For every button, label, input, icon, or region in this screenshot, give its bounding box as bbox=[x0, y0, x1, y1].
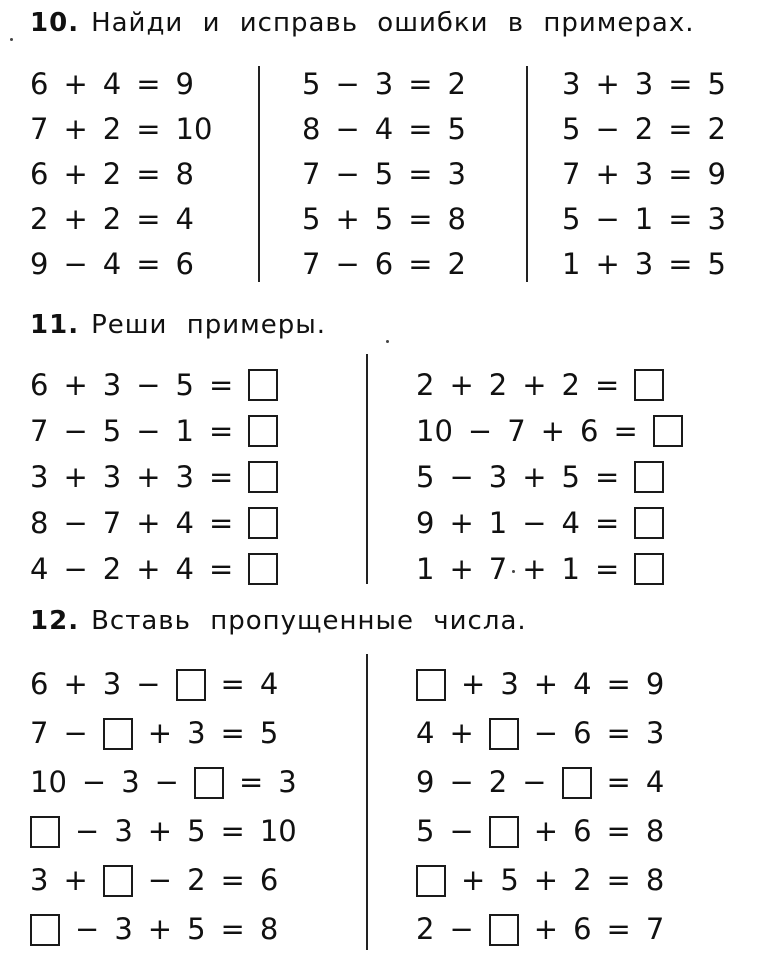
equation-row bbox=[302, 62, 466, 107]
operator-token: + bbox=[540, 413, 565, 448]
number-token: 7 bbox=[102, 505, 122, 540]
operator-token: − bbox=[147, 863, 173, 897]
operator-token: + bbox=[533, 814, 559, 848]
operator-token: + bbox=[461, 863, 486, 897]
equals-sign: = bbox=[408, 202, 433, 236]
operator-token: + bbox=[136, 551, 161, 586]
number-token: 7 bbox=[302, 157, 321, 191]
equals-sign: = bbox=[606, 912, 631, 946]
number-token: 2 bbox=[488, 367, 508, 402]
number-token: 4 bbox=[416, 716, 435, 750]
number-token: 9 bbox=[645, 667, 665, 701]
operator-token: + bbox=[63, 367, 88, 402]
equation-row bbox=[302, 242, 466, 287]
operator-token: − bbox=[522, 505, 547, 540]
operator-token: + bbox=[335, 202, 360, 236]
equation-row bbox=[416, 856, 664, 905]
operator-token: − bbox=[449, 459, 474, 494]
task-10-column-1 bbox=[30, 62, 212, 287]
equals-sign: = bbox=[136, 112, 161, 146]
equals-sign: = bbox=[594, 367, 620, 402]
operator-token: − bbox=[75, 814, 100, 848]
number-token: 5 bbox=[187, 814, 206, 848]
number-token: 2 bbox=[634, 112, 654, 146]
number-token: 3 bbox=[102, 459, 122, 494]
answer-box[interactable] bbox=[30, 914, 60, 946]
number-token: 4 bbox=[374, 112, 394, 146]
number-token: 6 bbox=[30, 367, 49, 402]
number-token: 7 bbox=[507, 413, 526, 448]
number-token: 8 bbox=[259, 912, 279, 946]
number-token: 5 bbox=[302, 67, 321, 101]
equals-sign: = bbox=[606, 863, 631, 897]
equation-row bbox=[30, 408, 278, 454]
equation-row bbox=[416, 454, 683, 500]
operator-token: + bbox=[63, 202, 88, 236]
number-token: 10 bbox=[416, 413, 453, 448]
number-token: 3 bbox=[175, 459, 194, 494]
operator-token: − bbox=[449, 814, 474, 848]
operator-token: − bbox=[335, 157, 360, 191]
answer-box[interactable] bbox=[248, 553, 278, 585]
operator-token: − bbox=[63, 505, 88, 540]
number-token: 3 bbox=[645, 716, 665, 750]
number-token: 4 bbox=[175, 505, 194, 540]
number-token: 3 bbox=[374, 67, 394, 101]
number-token: 3 bbox=[634, 247, 654, 281]
operator-token: + bbox=[522, 459, 547, 494]
number-token: 7 bbox=[645, 912, 665, 946]
operator-token: − bbox=[136, 367, 161, 402]
answer-box[interactable] bbox=[634, 369, 664, 401]
equation-row bbox=[30, 242, 212, 287]
answer-box[interactable] bbox=[176, 669, 206, 701]
answer-box[interactable] bbox=[634, 461, 664, 493]
operator-token: − bbox=[63, 247, 88, 281]
column-divider bbox=[526, 66, 528, 282]
operator-token: − bbox=[63, 716, 88, 750]
number-token: 6 bbox=[573, 814, 592, 848]
answer-box[interactable] bbox=[489, 914, 519, 946]
operator-token: + bbox=[522, 367, 547, 402]
number-token: 3 bbox=[278, 765, 297, 799]
operator-token: + bbox=[595, 157, 620, 191]
operator-token: + bbox=[147, 912, 173, 946]
operator-token: + bbox=[533, 912, 559, 946]
equals-sign: = bbox=[208, 551, 234, 586]
number-token: 7 bbox=[30, 413, 49, 448]
equals-sign: = bbox=[606, 716, 631, 750]
equation-row bbox=[562, 242, 726, 287]
equation-row bbox=[302, 152, 466, 197]
task-12-column-2 bbox=[416, 660, 664, 954]
number-token: 2 bbox=[488, 765, 508, 799]
number-token: 4 bbox=[259, 667, 279, 701]
equation-row bbox=[30, 660, 297, 709]
number-token: 6 bbox=[30, 157, 49, 191]
operator-token: + bbox=[533, 667, 559, 701]
number-token: 5 bbox=[259, 716, 279, 750]
number-token: 2 bbox=[416, 367, 435, 402]
number-token: 6 bbox=[374, 247, 394, 281]
number-token: 7 bbox=[302, 247, 321, 281]
number-token: 9 bbox=[175, 67, 194, 101]
print-speck bbox=[386, 340, 389, 343]
number-token: 5 bbox=[562, 112, 581, 146]
number-token: 2 bbox=[102, 551, 122, 586]
number-token: 3 bbox=[30, 459, 49, 494]
equals-sign: = bbox=[606, 667, 631, 701]
number-token: 4 bbox=[645, 765, 665, 799]
answer-box[interactable] bbox=[103, 865, 133, 897]
task-number: 10 . bbox=[30, 8, 79, 38]
answer-box[interactable] bbox=[489, 718, 519, 750]
number-token: 1 bbox=[562, 247, 581, 281]
operator-token: + bbox=[147, 814, 173, 848]
number-token: 3 bbox=[114, 814, 133, 848]
operator-token: − bbox=[335, 247, 360, 281]
print-speck bbox=[512, 570, 515, 573]
operator-token: − bbox=[533, 716, 559, 750]
number-token: 2 bbox=[102, 157, 122, 191]
number-token: 5 bbox=[416, 459, 435, 494]
equals-sign: = bbox=[606, 814, 631, 848]
number-token: 7 bbox=[30, 716, 49, 750]
task-title: Найди и исправь ошибки в примерах bbox=[91, 8, 686, 38]
operator-token: + bbox=[63, 157, 88, 191]
task-title: Реши примеры bbox=[91, 310, 317, 340]
operator-token: − bbox=[449, 912, 474, 946]
number-token: 8 bbox=[30, 505, 49, 540]
task-11-column-1 bbox=[30, 362, 278, 592]
number-token: 6 bbox=[30, 67, 49, 101]
answer-box[interactable] bbox=[416, 865, 446, 897]
equals-sign: = bbox=[613, 413, 638, 448]
number-token: 8 bbox=[645, 863, 665, 897]
answer-box[interactable] bbox=[653, 415, 683, 447]
task-title: Вставь пропущенные числа bbox=[91, 606, 518, 636]
equals-sign: = bbox=[220, 667, 245, 701]
operator-token: + bbox=[522, 551, 547, 586]
operator-token: + bbox=[63, 67, 88, 101]
equals-sign: = bbox=[668, 157, 693, 191]
equation-row bbox=[30, 807, 297, 856]
number-token: 3 bbox=[102, 667, 122, 701]
number-token: 6 bbox=[573, 716, 592, 750]
answer-box[interactable] bbox=[634, 553, 664, 585]
task-12-header: 12 . Вставь пропущенные числа. bbox=[30, 606, 527, 636]
operator-token: + bbox=[449, 716, 474, 750]
number-token: 6 bbox=[579, 413, 599, 448]
number-token: 1 bbox=[488, 505, 508, 540]
number-token: 3 bbox=[634, 157, 654, 191]
operator-token: + bbox=[136, 505, 161, 540]
number-token: 4 bbox=[573, 667, 592, 701]
operator-token: − bbox=[75, 912, 100, 946]
operator-token: + bbox=[449, 367, 474, 402]
equation-row bbox=[562, 197, 726, 242]
operator-token: + bbox=[147, 716, 173, 750]
operator-token: − bbox=[595, 202, 620, 236]
answer-box[interactable] bbox=[248, 415, 278, 447]
equals-sign: = bbox=[594, 459, 620, 494]
equation-row bbox=[416, 546, 683, 592]
number-token: 3 bbox=[30, 863, 49, 897]
equation-row bbox=[416, 807, 664, 856]
number-token: 4 bbox=[175, 551, 194, 586]
answer-box[interactable] bbox=[248, 461, 278, 493]
operator-token: + bbox=[63, 459, 88, 494]
number-token: 9 bbox=[707, 157, 726, 191]
answer-box[interactable] bbox=[194, 767, 224, 799]
equals-sign: = bbox=[208, 459, 234, 494]
equals-sign: = bbox=[208, 367, 234, 402]
number-token: 3 bbox=[634, 67, 654, 101]
equation-row bbox=[416, 758, 664, 807]
number-token: 5 bbox=[416, 814, 435, 848]
answer-box[interactable] bbox=[103, 718, 133, 750]
equation-row bbox=[416, 660, 664, 709]
equals-sign: = bbox=[408, 112, 433, 146]
equation-row bbox=[302, 107, 466, 152]
equals-sign: = bbox=[594, 551, 620, 586]
number-token: 10 bbox=[259, 814, 297, 848]
number-token: 5 bbox=[374, 202, 394, 236]
number-token: 7 bbox=[488, 551, 508, 586]
operator-token: − bbox=[154, 765, 179, 799]
operator-token: + bbox=[449, 505, 474, 540]
equals-sign: = bbox=[220, 814, 245, 848]
equals-sign: = bbox=[136, 157, 161, 191]
task-number: 12 . bbox=[30, 606, 79, 636]
number-token: 3 bbox=[121, 765, 140, 799]
number-token: 6 bbox=[259, 863, 279, 897]
number-token: 8 bbox=[645, 814, 665, 848]
operator-token: + bbox=[595, 247, 620, 281]
number-token: 1 bbox=[175, 413, 194, 448]
number-token: 4 bbox=[102, 67, 122, 101]
number-token: 5 bbox=[447, 112, 466, 146]
equals-sign: = bbox=[668, 247, 693, 281]
answer-box[interactable] bbox=[489, 816, 519, 848]
task-10-header: 10 . Найди и исправь ошибки в примерах. bbox=[30, 8, 694, 38]
number-token: 3 bbox=[500, 667, 519, 701]
operator-token: − bbox=[522, 765, 547, 799]
equals-sign: = bbox=[668, 112, 693, 146]
number-token: 2 bbox=[447, 67, 466, 101]
column-divider bbox=[258, 66, 260, 282]
equals-sign: = bbox=[220, 716, 245, 750]
number-token: 4 bbox=[561, 505, 580, 540]
equals-sign: = bbox=[136, 202, 161, 236]
equation-row bbox=[302, 197, 466, 242]
operator-token: − bbox=[81, 765, 107, 799]
answer-box[interactable] bbox=[248, 507, 278, 539]
print-speck bbox=[10, 38, 13, 41]
number-token: 9 bbox=[30, 247, 49, 281]
operator-token: − bbox=[136, 413, 161, 448]
equals-sign: = bbox=[136, 67, 161, 101]
answer-box[interactable] bbox=[30, 816, 60, 848]
equation-row bbox=[30, 197, 212, 242]
number-token: 2 bbox=[416, 912, 435, 946]
equation-row bbox=[562, 62, 726, 107]
number-token: 2 bbox=[561, 367, 580, 402]
equation-row bbox=[30, 152, 212, 197]
number-token: 5 bbox=[175, 367, 194, 402]
equation-row bbox=[562, 152, 726, 197]
equation-row bbox=[30, 362, 278, 408]
number-token: 1 bbox=[634, 202, 654, 236]
equals-sign: = bbox=[668, 67, 693, 101]
equation-row bbox=[416, 709, 664, 758]
equals-sign: = bbox=[668, 202, 693, 236]
number-token: 3 bbox=[488, 459, 508, 494]
number-token: 3 bbox=[187, 716, 206, 750]
task-10-column-3 bbox=[562, 62, 726, 287]
equation-row bbox=[416, 362, 683, 408]
equals-sign: = bbox=[208, 505, 234, 540]
number-token: 4 bbox=[175, 202, 194, 236]
operator-token: + bbox=[63, 667, 88, 701]
task-10-column-2 bbox=[302, 62, 466, 287]
equation-row bbox=[416, 905, 664, 954]
column-divider bbox=[366, 654, 368, 950]
operator-token: + bbox=[136, 459, 161, 494]
operator-token: + bbox=[533, 863, 559, 897]
number-token: 5 bbox=[561, 459, 580, 494]
task-11-column-2 bbox=[416, 362, 683, 592]
operator-token: + bbox=[63, 863, 88, 897]
equation-row bbox=[416, 500, 683, 546]
answer-box[interactable] bbox=[562, 767, 592, 799]
equals-sign: = bbox=[208, 413, 234, 448]
operator-token: − bbox=[335, 67, 360, 101]
operator-token: − bbox=[595, 112, 620, 146]
operator-token: − bbox=[335, 112, 360, 146]
answer-box[interactable] bbox=[634, 507, 664, 539]
number-token: 2 bbox=[573, 863, 592, 897]
number-token: 5 bbox=[302, 202, 321, 236]
equals-sign: = bbox=[606, 765, 631, 799]
number-token: 5 bbox=[562, 202, 581, 236]
equation-row bbox=[416, 408, 683, 454]
number-token: 8 bbox=[302, 112, 321, 146]
number-token: 8 bbox=[175, 157, 194, 191]
number-token: 2 bbox=[102, 202, 122, 236]
number-token: 3 bbox=[447, 157, 466, 191]
number-token: 2 bbox=[447, 247, 466, 281]
equals-sign: = bbox=[238, 765, 264, 799]
number-token: 5 bbox=[187, 912, 206, 946]
number-token: 5 bbox=[707, 247, 726, 281]
equation-row bbox=[30, 107, 212, 152]
equation-row bbox=[30, 546, 278, 592]
number-token: 6 bbox=[30, 667, 49, 701]
equals-sign: = bbox=[408, 157, 433, 191]
task-11-header: 11 . Реши примеры. bbox=[30, 310, 326, 340]
number-token: 1 bbox=[416, 551, 435, 586]
column-divider bbox=[366, 354, 368, 584]
equals-sign: = bbox=[408, 247, 433, 281]
number-token: 5 bbox=[374, 157, 394, 191]
task-12-column-1 bbox=[30, 660, 297, 954]
number-token: 6 bbox=[573, 912, 592, 946]
operator-token: − bbox=[63, 413, 88, 448]
number-token: 8 bbox=[447, 202, 466, 236]
answer-box[interactable] bbox=[416, 669, 446, 701]
equals-sign: = bbox=[594, 505, 620, 540]
number-token: 9 bbox=[416, 765, 435, 799]
equation-row bbox=[30, 500, 278, 546]
operator-token: − bbox=[467, 413, 493, 448]
equation-row bbox=[30, 758, 297, 807]
number-token: 5 bbox=[707, 67, 726, 101]
number-token: 4 bbox=[102, 247, 122, 281]
equals-sign: = bbox=[408, 67, 433, 101]
number-token: 10 bbox=[30, 765, 67, 799]
number-token: 7 bbox=[562, 157, 581, 191]
number-token: 2 bbox=[187, 863, 206, 897]
number-token: 1 bbox=[561, 551, 580, 586]
equals-sign: = bbox=[136, 247, 161, 281]
number-token: 4 bbox=[30, 551, 49, 586]
equation-row bbox=[30, 856, 297, 905]
number-token: 3 bbox=[562, 67, 581, 101]
operator-token: + bbox=[449, 551, 474, 586]
number-token: 9 bbox=[416, 505, 435, 540]
operator-token: − bbox=[449, 765, 474, 799]
operator-token: − bbox=[136, 667, 161, 701]
equation-row bbox=[30, 62, 212, 107]
equation-row bbox=[30, 905, 297, 954]
operator-token: + bbox=[63, 112, 88, 146]
equation-row bbox=[30, 454, 278, 500]
number-token: 7 bbox=[30, 112, 49, 146]
number-token: 6 bbox=[175, 247, 194, 281]
equals-sign: = bbox=[220, 912, 245, 946]
equation-row bbox=[562, 107, 726, 152]
number-token: 3 bbox=[707, 202, 726, 236]
task-number: 11 . bbox=[30, 310, 79, 340]
equals-sign: = bbox=[220, 863, 245, 897]
number-token: 5 bbox=[500, 863, 519, 897]
equation-row bbox=[30, 709, 297, 758]
number-token: 3 bbox=[102, 367, 122, 402]
number-token: 2 bbox=[102, 112, 122, 146]
operator-token: + bbox=[461, 667, 486, 701]
operator-token: + bbox=[595, 67, 620, 101]
number-token: 3 bbox=[114, 912, 133, 946]
operator-token: − bbox=[63, 551, 88, 586]
number-token: 10 bbox=[175, 112, 213, 146]
answer-box[interactable] bbox=[248, 369, 278, 401]
number-token: 2 bbox=[30, 202, 49, 236]
number-token: 5 bbox=[102, 413, 122, 448]
number-token: 2 bbox=[707, 112, 726, 146]
